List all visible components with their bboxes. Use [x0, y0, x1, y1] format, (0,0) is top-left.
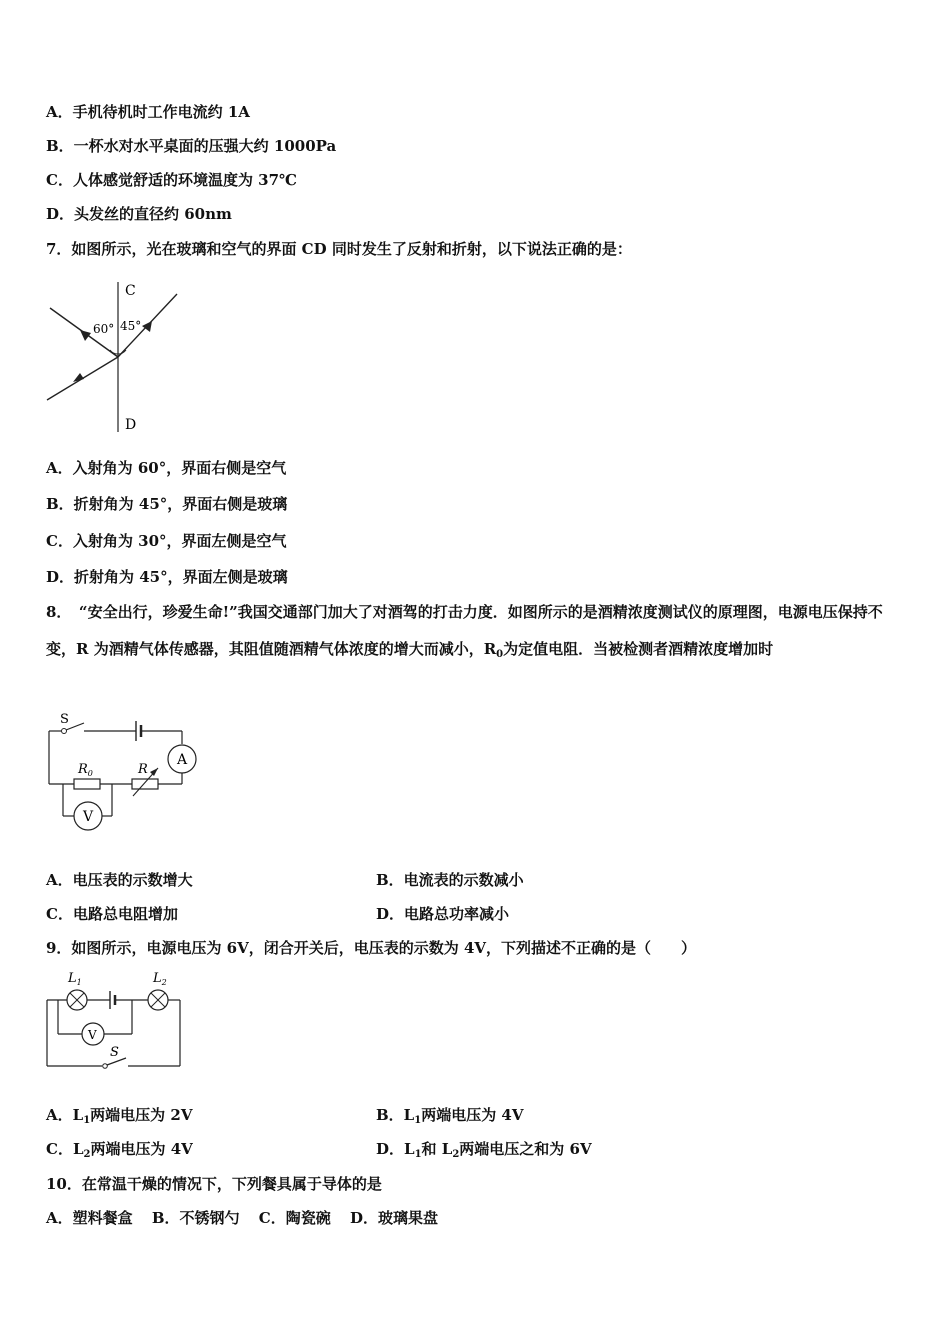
q9-option-a: A．$L_1$两端电压为 2V: [46, 1106, 193, 1126]
angle-label-right: 45°: [120, 319, 142, 333]
q10-stem: 10．在常温干燥的情况下，下列餐具属于导体的是: [46, 1175, 382, 1193]
q7-option-c: C．入射角为 30°，界面左侧是空气: [46, 532, 287, 550]
switch-label: S: [60, 712, 69, 727]
voltmeter-label: V: [88, 1028, 97, 1042]
resistor-r0: [74, 779, 100, 789]
q10-option-d: D．玻璃果盘: [349, 1209, 438, 1227]
resistor-r-sensor: [132, 779, 158, 789]
q6-option-c: C．人体感觉舒适的环境温度为 37℃: [46, 171, 298, 189]
angle-label-left: 60°: [93, 322, 115, 336]
q6-option-b: B．一杯水对水平桌面的压强大约 1000Pa: [46, 137, 337, 155]
label-d: D: [125, 417, 137, 433]
q9-stem: 9．如图所示，电源电压为 6V，闭合开关后，电压表的示数为 4V，下列描述不正确的是（ ）: [46, 939, 697, 957]
q8-stem-sub: 0: [496, 649, 504, 660]
q8-circuit-figure: [40, 708, 200, 833]
q9-option-c: C．$L_2$两端电压为 4V: [46, 1140, 193, 1160]
lamp-l1-icon: [67, 990, 87, 1010]
q9-option-d: D．$L_1$和 $L_2$两端电压之和为 6V: [376, 1140, 592, 1160]
q8-stem-tail: 为定值电阻．当被检测者酒精浓度增加时: [503, 640, 774, 658]
q7-option-a: A．入射角为 60°，界面右侧是空气: [46, 459, 287, 477]
q9-option-b: B．$L_1$两端电压为 4V: [376, 1106, 524, 1126]
q10-option-a: A．塑料餐盒: [46, 1209, 133, 1227]
q9-circuit-figure: [42, 966, 187, 1076]
switch-label: S: [110, 1045, 119, 1060]
switch-contact: [62, 729, 67, 734]
l1-label: $L_1$: [68, 971, 82, 987]
r-label: R: [138, 762, 148, 777]
q8-stem: [46, 594, 906, 673]
q10-option-c: C．陶瓷碗: [258, 1209, 331, 1227]
label-c: C: [125, 283, 136, 299]
q10-option-b: B．不锈钢勺: [151, 1209, 240, 1227]
lamp-l2-icon: [148, 990, 168, 1010]
q8-option-a: A．电压表的示数增大: [46, 871, 193, 889]
q7-refraction-figure: [40, 280, 190, 435]
q8-option-b: B．电流表的示数减小: [376, 871, 524, 889]
q7-option-d: D．折射角为 45°，界面左侧是玻璃: [46, 568, 288, 586]
switch-contact: [103, 1064, 108, 1069]
l2-label: $L_2$: [153, 971, 167, 987]
q10-options: [46, 1208, 452, 1228]
ammeter-label: A: [177, 752, 188, 768]
q7-stem: 7．如图所示，光在玻璃和空气的界面 CD 同时发生了反射和折射，以下说法正确的是：: [46, 240, 632, 258]
q7-option-b: B．折射角为 45°，界面右侧是玻璃: [46, 495, 288, 513]
voltmeter-label: V: [83, 809, 94, 825]
q8-option-d: D．电路总功率减小: [376, 905, 510, 923]
q6-option-a: A．手机待机时工作电流约 1A: [46, 103, 250, 121]
q6-option-d: D．头发丝的直径约 60nm: [46, 205, 232, 223]
q8-stem-text: 8． “安全出行，珍爱生命!”我国交通部门加大了对酒驾的打击力度．如图所示的是酒精浓度测试仪的原理图，电源电压保持不变，R 为酒精气体传感器，其阻值随酒精气体浓度的增大而减小，R: [46, 603, 883, 658]
r0-label: $R_0$: [78, 762, 93, 778]
q8-option-c: C．电路总电阻增加: [46, 905, 178, 923]
